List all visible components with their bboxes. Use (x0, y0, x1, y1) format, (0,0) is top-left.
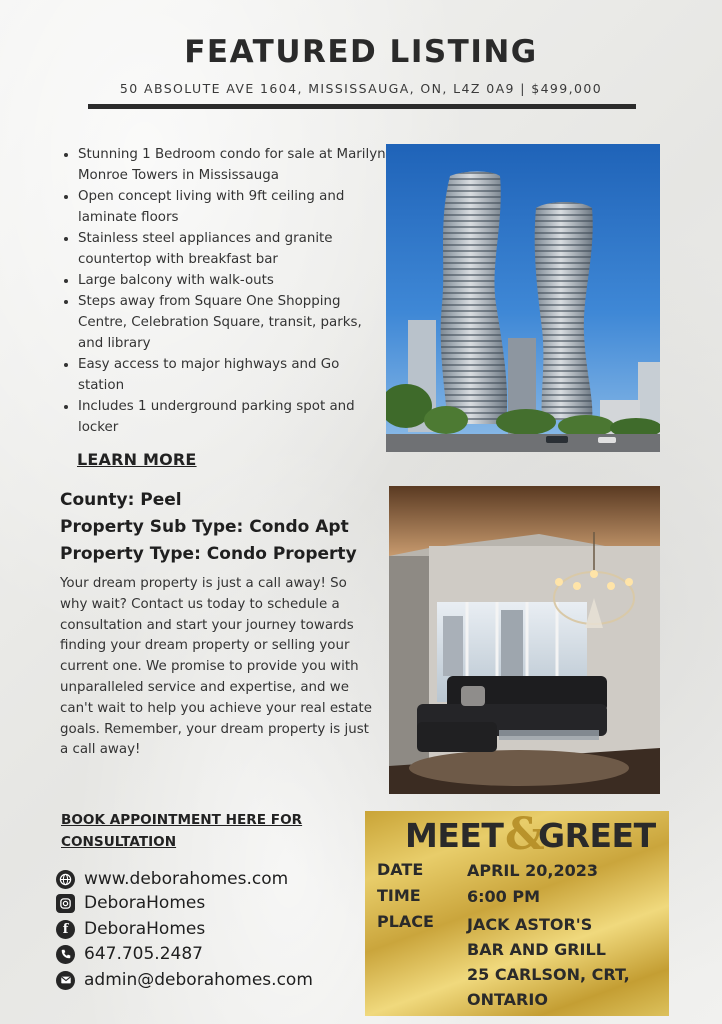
time-label: TIME (377, 886, 421, 905)
list-item: • Stunning 1 Bedroom condo for sale at Marilyn Monroe Towers in Mississauga (78, 144, 388, 186)
contact-website[interactable] (56, 867, 288, 891)
contact-email[interactable] (56, 968, 313, 992)
feature-list (60, 144, 388, 438)
tower-photo (386, 144, 660, 452)
pitch-paragraph: Your dream property is just a call away! So why wait? Contact us today to schedule a consultation and start your journey towards finding your dream property or selling your current one. We promise to provide you with unparalleled service and expertise, and we can't wait to help you achieve your real estate goals. Remember, your dream property is just a call away! (60, 576, 372, 758)
ampersand: & (505, 809, 545, 860)
living-room-photo (389, 486, 660, 794)
instagram-text: DeboraHomes (84, 893, 206, 913)
email-text: admin@deborahomes.com (84, 970, 313, 990)
place-label: PLACE (377, 912, 434, 931)
list-item: • Steps away from Square One Shopping Centre, Celebration Square, transit, parks, and library (78, 291, 388, 354)
learn-more-link[interactable]: LEARN MORE (77, 450, 197, 469)
instagram-icon (56, 894, 75, 913)
globe-icon (56, 870, 75, 889)
facebook-text: DeboraHomes (84, 919, 206, 939)
header-divider (88, 104, 636, 109)
list-item: • Open concept living with 9ft ceiling and laminate floors (78, 186, 388, 228)
website-text: www.deborahomes.com (84, 869, 289, 889)
listing-address-price: 50 ABSOLUTE AVE 1604, MISSISSAUGA, ON, L4Z 0A9 | $499,000 (119, 81, 603, 96)
type-fact: Property Type: Condo Property (60, 544, 357, 564)
place-value (467, 912, 667, 1012)
list-item: • Large balcony with walk-outs (78, 270, 388, 291)
contact-phone[interactable] (56, 942, 203, 966)
sub-type-fact: Property Sub Type: Condo Apt (60, 517, 349, 537)
meet-heading: MEET (405, 816, 504, 855)
greet-heading: GREET (538, 816, 656, 855)
date-label: DATE (377, 860, 424, 879)
place-line: JACK ASTOR'S (467, 915, 593, 934)
date-value: APRIL 20,2023 (467, 861, 599, 880)
meet-greet-card (365, 811, 669, 1016)
county-fact: County: Peel (60, 490, 182, 510)
property-facts (60, 487, 380, 568)
place-line: 25 CARLSON, CRT, (467, 965, 630, 984)
mail-icon (56, 971, 75, 990)
time-value: 6:00 PM (467, 887, 541, 906)
book-appointment-link[interactable]: BOOK APPOINTMENT HERE FOR CONSULTATION (61, 812, 303, 850)
page-title: FEATURED LISTING (184, 34, 538, 70)
phone-icon (56, 945, 75, 964)
place-line: BAR AND GRILL (467, 940, 606, 959)
place-line: ONTARIO (467, 990, 548, 1009)
contact-facebook[interactable] (56, 917, 205, 941)
phone-text: 647.705.2487 (84, 944, 203, 964)
list-item: • Easy access to major highways and Go station (78, 354, 388, 396)
facebook-icon: f (56, 920, 75, 939)
list-item: • Stainless steel appliances and granite countertop with breakfast bar (78, 228, 388, 270)
list-item: • Includes 1 underground parking spot and locker (78, 396, 388, 438)
contact-instagram[interactable] (56, 891, 205, 915)
